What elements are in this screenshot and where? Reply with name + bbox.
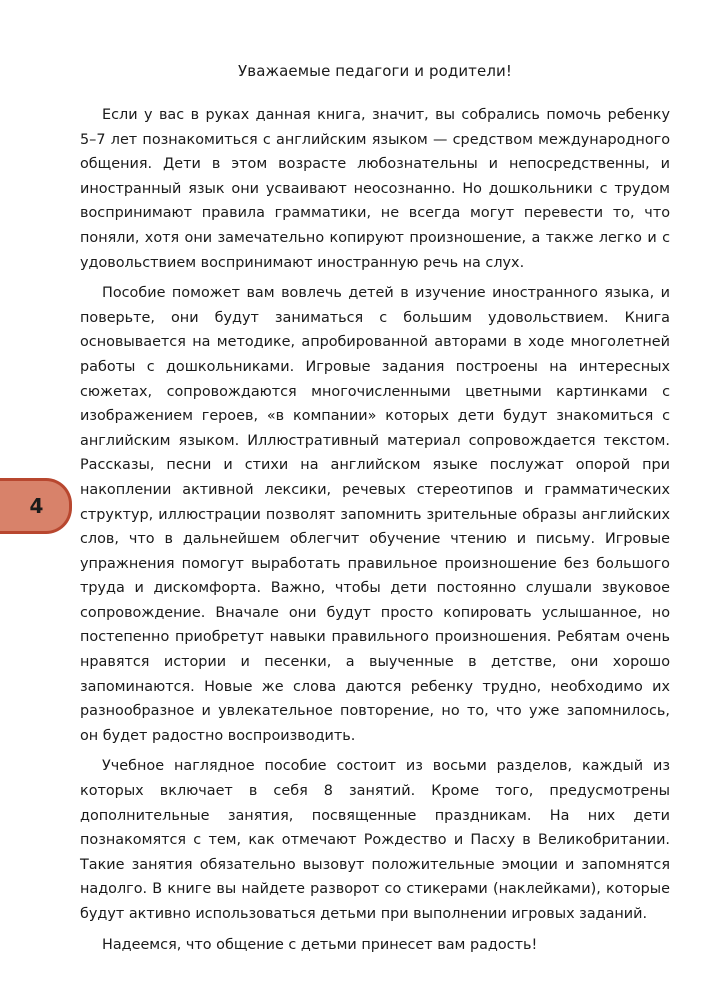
paragraph-method: Пособие поможет вам вовлечь детей в изучение иностранного языка, и поверьте, они будут заниматься с большим удовольствием. Книга основывается на методике, апробированной авторами в ходе многолетней работы с дошкольниками. Игровые задания построены на интересных сюжетах, сопровождаются многочисленными цветными картинками с изображением героев, «в компании» которых дети будут знакомиться с английским языком. Иллюстративный материал сопровождается текстом. Рассказы, песни и стихи на английском языке послужат опорой при накоплении активной лексики, речевых стереотипов и грамматических структур, иллюстрации позволят запомнить зрительные образы английских слов, что в дальнейшем облегчит обучение чтению и письму. Игровые упражнения помогут выработать правильное произношение без большого труда и дискомфорта. Важно, чтобы дети постоянно слушали звуковое сопровождение. Вначале они будут просто копировать услышанное, но постепенно приобретут навыки правильного произношения. Ребятам очень нравятся истории и песенки, а выученные в детстве, они хорошо запоминаются. Новые же слова даются ребенку трудно, необходимо их разнообразное и увлекательное повторение, но то, что уже запомнилось, он будет радостно воспроизводить. (80, 285, 670, 744)
paragraph-structure: Учебное наглядное пособие состоит из восьми разделов, каждый из которых включает в себя 8 занятий. Кроме того, предусмотрены дополнительные занятия, посвященные праздникам. На них дети познакомятся с тем, как отмечают Рождество и Пасху в Великобритании. Такие занятия обязательно вызовут положительные эмоции и запомнятся надолго. В книге вы найдете разворот со стикерами (наклейками), которые будут активно использоваться детьми при выполнении игровых заданий. (80, 758, 670, 922)
page-number: 4 (29, 494, 44, 518)
paragraph-intro: Если у вас в руках данная книга, значит, вы собрались помочь ребенку 5–7 лет познакомиться с английским языком — средством международного общения. Дети в этом возрасте любознательны и непосредственны, и иностранный язык они усваивают неосознанно. Но дошкольники с трудом воспринимают правила грамматики, не всегда могут перевести то, что поняли, хотя они замечательно копируют произношение, а также легко и с удовольствием воспринимают иностранную речь на слух. (80, 107, 670, 271)
page-number-tab (0, 478, 72, 534)
body-text (80, 103, 670, 963)
paragraph-closing: Надеемся, что общение с детьми принесет вам радость! (102, 936, 538, 953)
page-title: Уважаемые педагоги и родители! (238, 62, 512, 80)
